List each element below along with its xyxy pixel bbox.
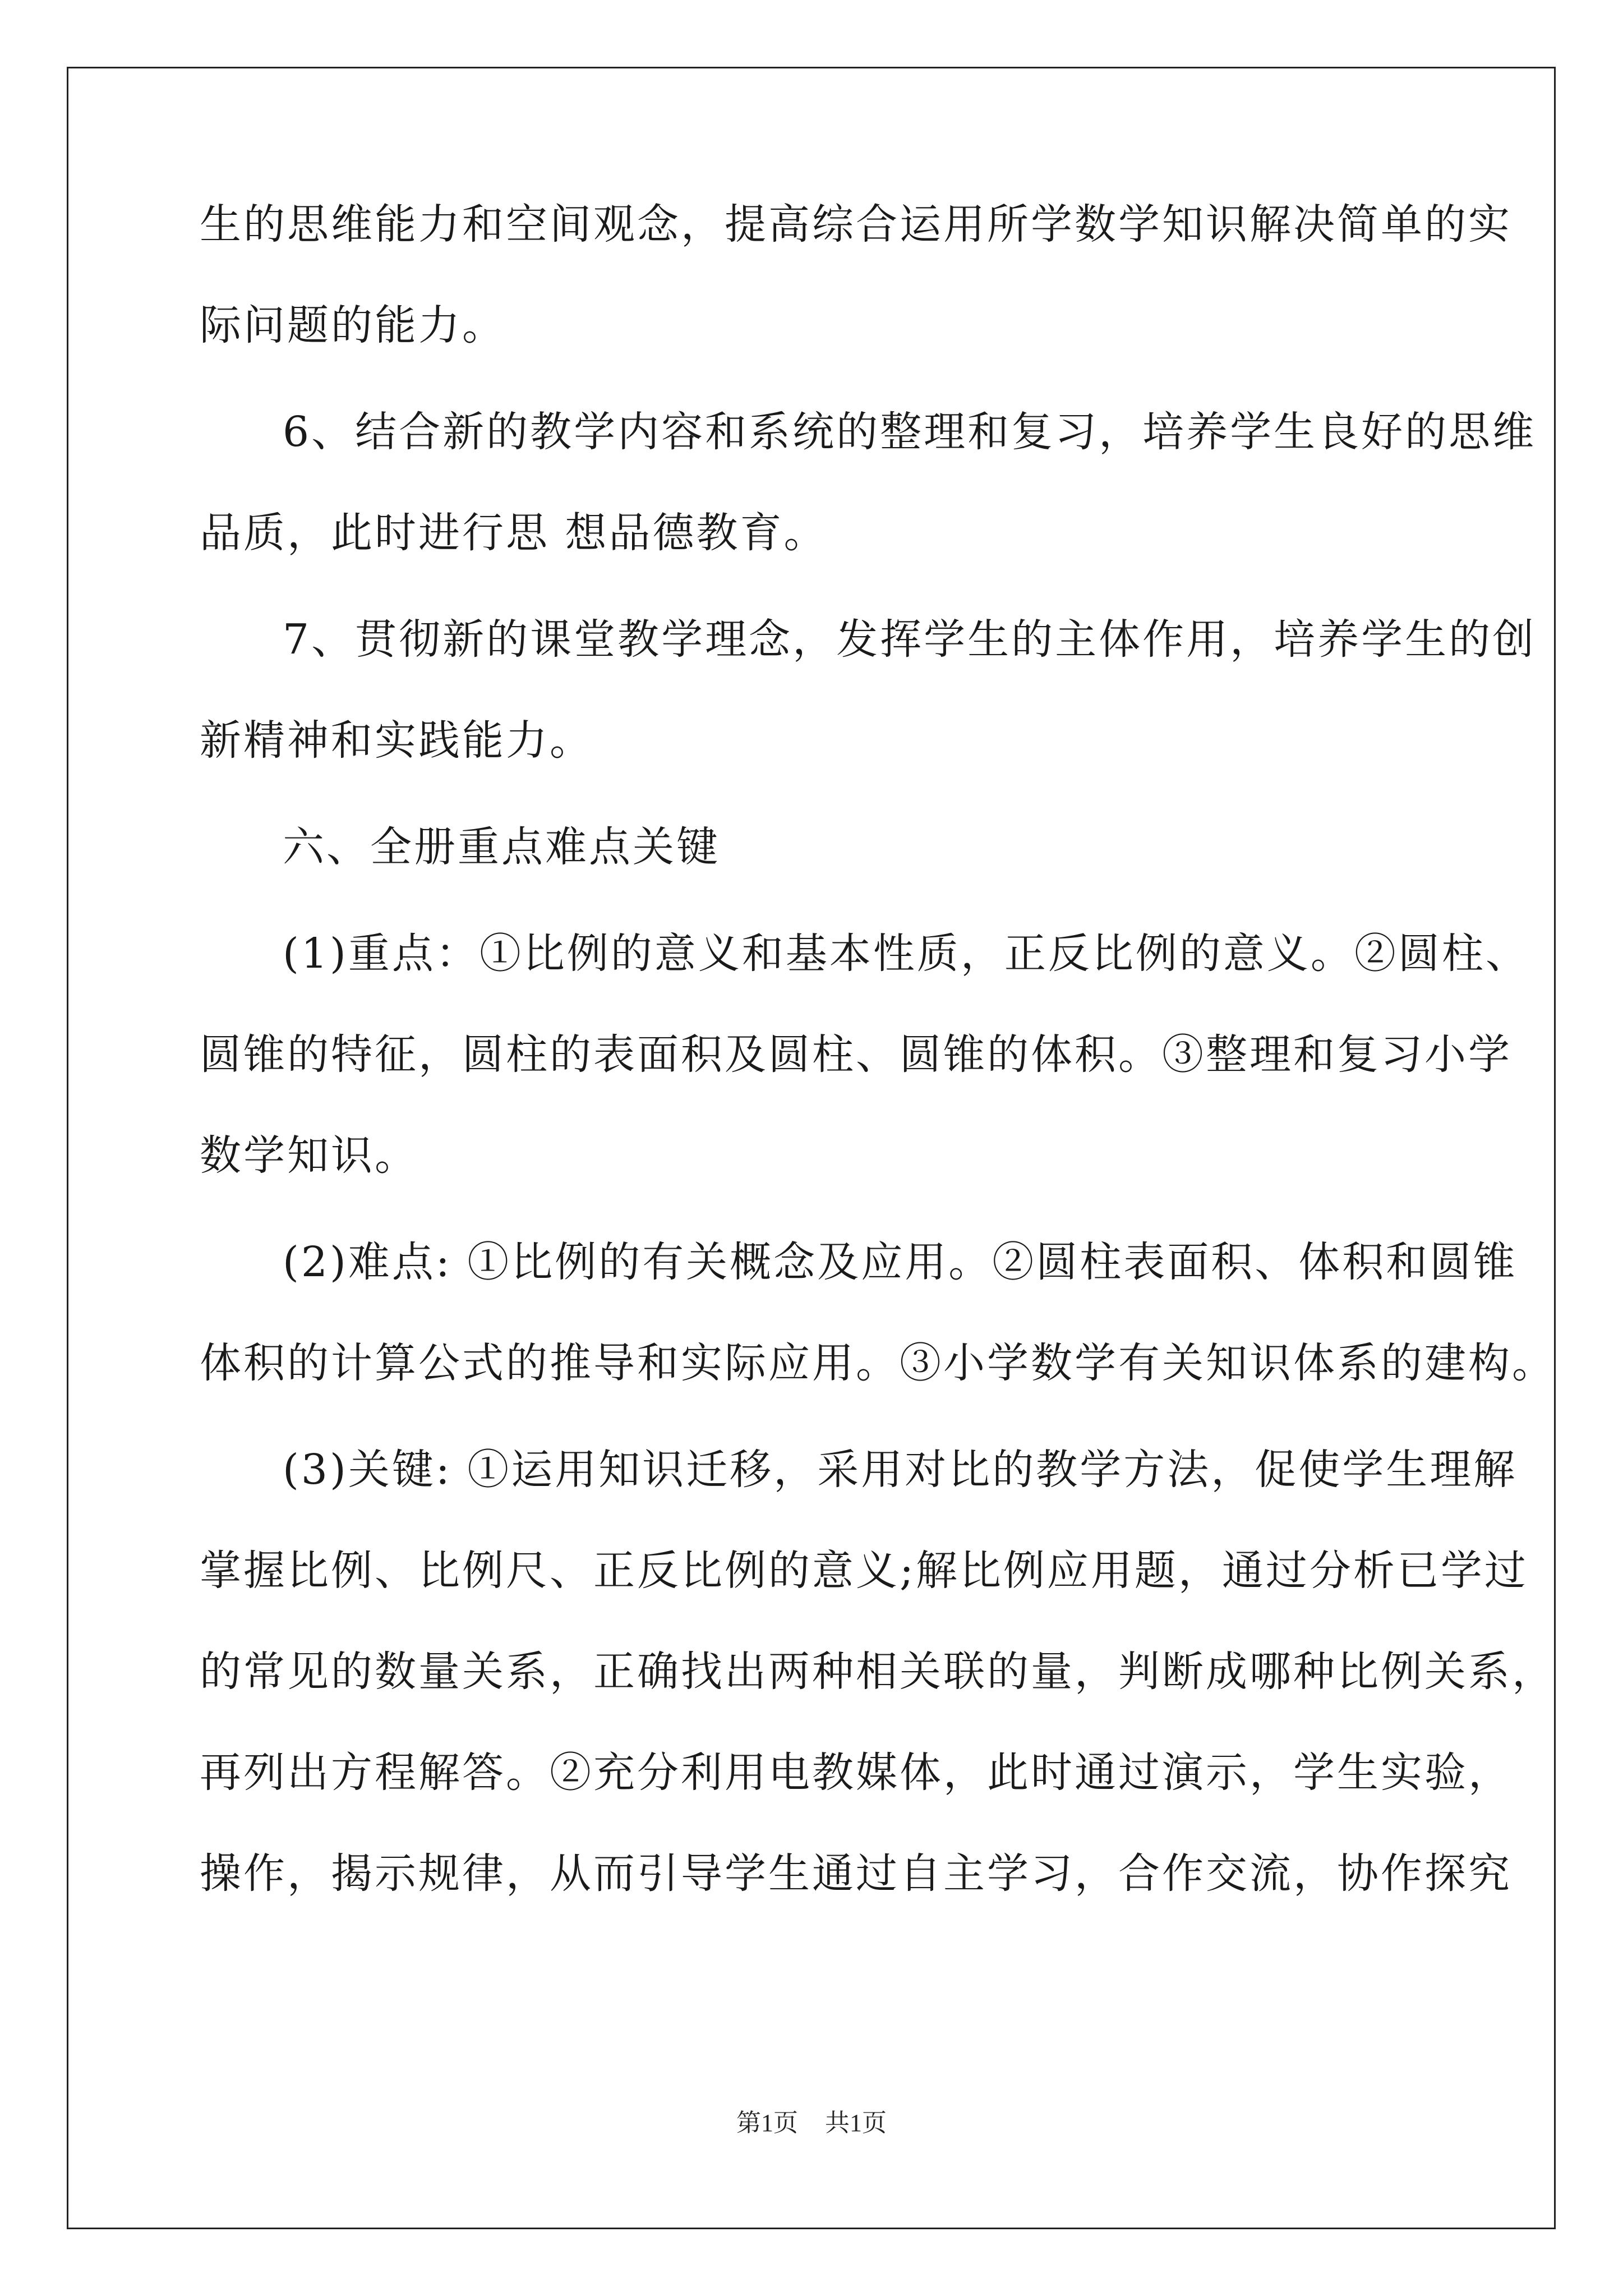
key-points-line-1: (1)重点：①比例的意义和基本性质，正反比例的意义。②圆柱、 (283, 930, 1529, 978)
key-line-4: 再列出方程解答。②充分利用电教媒体，此时通过演示，学生实验， (200, 1749, 1512, 1797)
page-footer (0, 2106, 1623, 2140)
key-line-3: 的常见的数量关系，正确找出两种相关联的量，判断成哪种比例关系， (200, 1648, 1556, 1696)
paragraph-6-line-2: 品质，此时进行思 想品德教育。 (200, 509, 828, 557)
body-line: 际问题的能力。 (200, 301, 506, 349)
difficulties-line-2: 体积的计算公式的推导和实际应用。③小学数学有关知识体系的建构。 (200, 1339, 1556, 1387)
key-line-5: 操作，揭示规律，从而引导学生通过自主学习，合作交流，协作探究 (200, 1849, 1512, 1898)
paragraph-7-line-1: 7、贯彻新的课堂教学理念，发挥学生的主体作用，培养学生的创 (283, 615, 1537, 664)
section-heading: 六、全册重点难点关键 (283, 823, 720, 871)
key-points-line-3: 数学知识。 (200, 1131, 418, 1180)
difficulties-line-1: (2)难点: ①比例的有关概念及应用。②圆柱表面积、体积和圆锥 (283, 1238, 1518, 1286)
page-total: 共1页 (825, 2109, 887, 2137)
paragraph-6-line-1: 6、结合新的教学内容和系统的整理和复习，培养学生良好的思维 (283, 408, 1537, 456)
key-line-1: (3)关键: ①运用知识迁移，采用对比的教学方法，促使学生理解 (283, 1446, 1518, 1494)
key-line-2: 掌握比例、比例尺、正反比例的意义;解比例应用题，通过分析已学过 (200, 1547, 1528, 1595)
paragraph-7-line-2: 新精神和实践能力。 (200, 716, 593, 765)
body-line: 生的思维能力和空间观念，提高综合运用所学数学知识解决简单的实 (200, 200, 1512, 249)
key-points-line-2: 圆锥的特征，圆柱的表面积及圆柱、圆锥的体积。③整理和复习小学 (200, 1030, 1512, 1079)
page-number: 第1页 (736, 2109, 798, 2137)
